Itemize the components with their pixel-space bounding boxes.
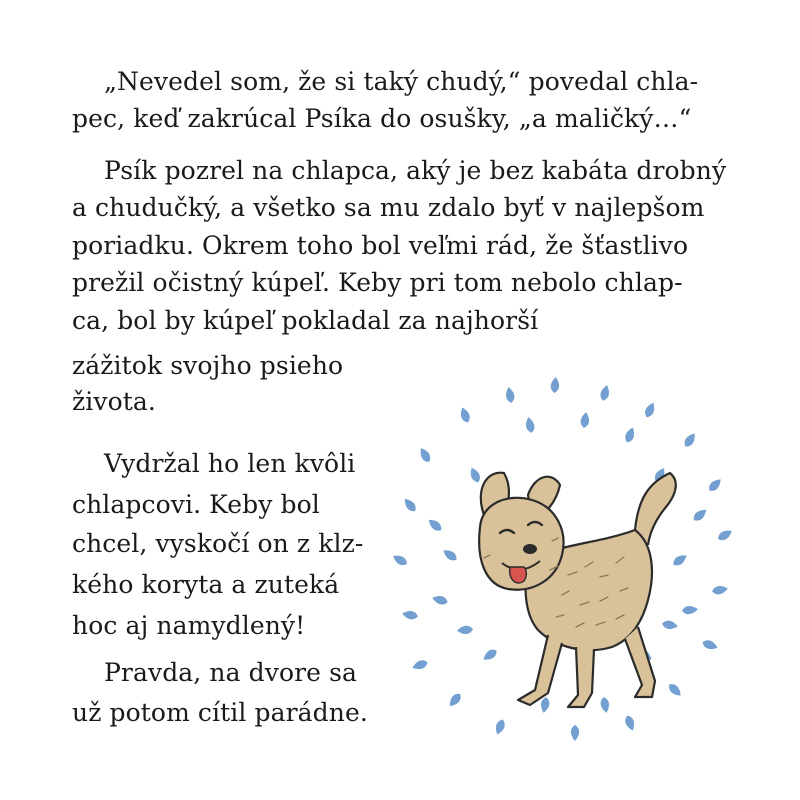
dog-leg xyxy=(518,635,562,705)
water-drop xyxy=(493,718,506,736)
text-line: ca, bol by kúpeľ pokladal za najhorší xyxy=(72,306,539,335)
dog-leg xyxy=(568,647,594,707)
water-drop xyxy=(706,476,723,493)
text-line: chlapcovi. Keby bol xyxy=(72,490,320,519)
water-drop xyxy=(417,446,432,464)
dog-leg xyxy=(625,627,655,697)
water-drop xyxy=(671,552,689,568)
water-drop xyxy=(481,647,499,663)
water-drop xyxy=(457,625,474,635)
water-drop xyxy=(623,426,636,444)
water-drop xyxy=(716,527,734,542)
text-line: a chudučký, a všetko sa mu zdalo byť v najlepšom xyxy=(72,193,705,222)
water-drop xyxy=(402,496,419,514)
shaking-dog-illustration xyxy=(380,355,740,755)
water-drop xyxy=(401,610,418,621)
text-line: kého koryta a zuteká xyxy=(72,570,340,599)
water-drop xyxy=(540,696,551,713)
dog-icon xyxy=(479,473,676,707)
text-line: poriadku. Okrem toho bol veľmi rád, že šťastlivo xyxy=(72,231,689,260)
water-drop xyxy=(468,466,482,484)
text-line: už potom cítil parádne. xyxy=(72,698,368,727)
water-drop xyxy=(599,384,611,402)
water-drop xyxy=(431,594,449,606)
text-line: zážitok svojho psieho xyxy=(72,351,344,380)
text-line: „Nevedel som, že si taký chudý,“ povedal chla- xyxy=(104,67,699,96)
text-line: Vydržal ho len kvôli xyxy=(104,449,356,478)
text-line: chcel, vyskočí on z klz- xyxy=(72,529,364,558)
water-drop xyxy=(623,714,636,732)
text-line: pec, keď zakrúcal Psíka do osušky, „a maličký…“ xyxy=(72,104,692,133)
text-line: Psík pozrel na chlapca, aký je bez kabáta drobný xyxy=(104,156,727,185)
water-drop xyxy=(580,412,590,429)
water-drop xyxy=(682,431,698,449)
water-drop xyxy=(426,517,444,534)
water-drop xyxy=(524,416,535,433)
water-drop xyxy=(600,696,611,713)
water-drop xyxy=(643,401,657,419)
water-drop xyxy=(711,585,728,596)
text-line: života. xyxy=(72,387,156,416)
water-drop xyxy=(411,658,429,671)
water-drop xyxy=(661,620,678,631)
water-drop xyxy=(447,691,464,709)
water-drop xyxy=(666,681,683,698)
water-drop xyxy=(550,377,560,394)
water-drop xyxy=(571,725,579,741)
water-drop xyxy=(701,638,719,651)
water-drop xyxy=(682,605,699,615)
water-drop xyxy=(505,386,516,403)
text-line: Pravda, na dvore sa xyxy=(104,658,358,687)
water-drop xyxy=(391,552,409,567)
dog-nose xyxy=(523,544,537,554)
water-drop xyxy=(441,547,459,563)
water-drop xyxy=(691,507,709,524)
text-line: prežil očistný kúpeľ. Keby pri tom nebolo chlap- xyxy=(72,268,683,297)
water-drop xyxy=(458,406,471,424)
text-line: hoc aj namydlený! xyxy=(72,611,306,640)
